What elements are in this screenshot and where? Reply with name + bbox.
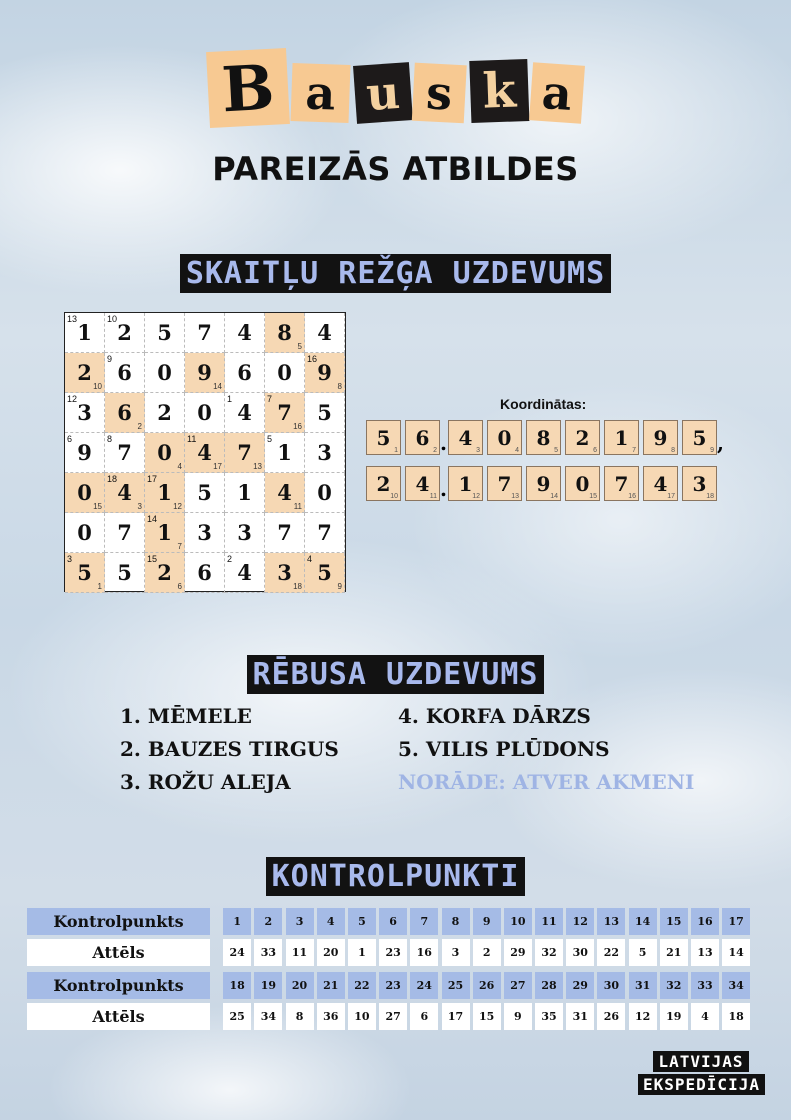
grid-cell (305, 353, 345, 393)
control-image-number: 13 (691, 939, 719, 966)
coordinate-digit (366, 466, 401, 501)
grid-cell-index: 17 (147, 474, 158, 484)
control-image-number: 34 (254, 1003, 282, 1030)
control-points-row (27, 908, 750, 935)
rebus-answer: 1. MĒMELE (120, 704, 252, 728)
grid-cell (225, 473, 265, 513)
control-point-number: 4 (317, 908, 345, 935)
coordinate-digit-value: 4 (415, 471, 430, 496)
coordinate-digit-value: 1 (458, 471, 473, 496)
coordinate-digit-index: 12 (472, 493, 480, 500)
control-image-number: 35 (535, 1003, 563, 1030)
section-heading-control (0, 857, 791, 896)
control-image-number: 10 (348, 1003, 376, 1030)
coordinate-digit-value: 9 (536, 471, 551, 496)
control-points-row (27, 972, 750, 999)
grid-cell-index: 3 (67, 554, 73, 564)
control-point-number: 24 (410, 972, 438, 999)
coordinate-digit (448, 420, 483, 455)
grid-cell (65, 393, 105, 433)
grid-cell (105, 433, 145, 473)
control-image-number: 6 (410, 1003, 438, 1030)
grid-cell-order: 6 (177, 582, 182, 591)
control-point-number: 33 (691, 972, 719, 999)
coordinate-digit-value: 4 (458, 425, 473, 450)
rebus-answer: 3. ROŽU ALEJA (120, 770, 291, 794)
page-subtitle: PAREIZĀS ATBILDES (212, 150, 579, 188)
control-image-number: 2 (473, 939, 501, 966)
coordinate-digit-index: 6 (593, 447, 597, 454)
coordinate-digit-value: 7 (497, 471, 512, 496)
coordinate-digit-index: 9 (710, 447, 714, 454)
title-letter: a (529, 62, 585, 123)
grid-cell-value: 7 (117, 440, 132, 465)
grid-cell (105, 313, 145, 353)
control-image-number: 33 (254, 939, 282, 966)
grid-cell (65, 473, 105, 513)
control-point-label: Kontrolpunkts (27, 908, 210, 935)
grid-cell (225, 353, 265, 393)
grid-cell-order: 1 (97, 582, 102, 591)
grid-cell-value: 7 (117, 520, 132, 545)
grid-cell-value: 2 (117, 320, 132, 345)
coordinate-digit-value: 2 (575, 425, 590, 450)
coordinate-digit (526, 466, 561, 501)
grid-cell-order: 17 (213, 462, 222, 471)
control-point-number: 20 (286, 972, 314, 999)
coordinate-digit-value: 4 (653, 471, 668, 496)
grid-cell-order: 5 (297, 342, 302, 351)
grid-cell (265, 353, 305, 393)
grid-cell-index: 10 (107, 314, 118, 324)
control-point-number: 31 (629, 972, 657, 999)
control-point-number: 27 (504, 972, 532, 999)
grid-cell-value: 2 (157, 400, 172, 425)
grid-cell-value: 0 (317, 480, 332, 505)
control-point-number: 29 (566, 972, 594, 999)
grid-cell (105, 513, 145, 553)
coordinate-digit (565, 420, 600, 455)
control-image-number: 20 (317, 939, 345, 966)
grid-cell (185, 553, 225, 593)
control-point-label: Kontrolpunkts (27, 972, 210, 999)
coordinate-digit-index: 2 (433, 447, 437, 454)
control-point-number: 17 (722, 908, 750, 935)
control-point-number: 26 (473, 972, 501, 999)
rebus-answer: 2. BAUZES TIRGUS (120, 737, 339, 761)
grid-cell-value: 0 (157, 360, 172, 385)
title-logo (0, 50, 791, 126)
coordinate-digit-index: 17 (667, 493, 675, 500)
logo-line: LATVIJAS (653, 1051, 748, 1072)
grid-cell (105, 473, 145, 513)
grid-cell-value: 4 (237, 560, 252, 585)
control-point-number: 34 (722, 972, 750, 999)
control-image-number: 3 (442, 939, 470, 966)
coordinate-digit-value: 0 (575, 471, 590, 496)
title-letter: k (469, 59, 529, 123)
grid-cell-index: 14 (147, 514, 158, 524)
control-point-number: 3 (286, 908, 314, 935)
control-point-number: 22 (348, 972, 376, 999)
grid-cell-value: 9 (77, 440, 92, 465)
coordinate-digit-value: 8 (536, 425, 551, 450)
grid-cell-value: 7 (277, 400, 292, 425)
coordinate-digit (604, 466, 639, 501)
coordinate-digit-index: 1 (394, 447, 398, 454)
control-image-number: 11 (286, 939, 314, 966)
coordinate-digit (405, 420, 440, 455)
control-image-number: 26 (597, 1003, 625, 1030)
control-point-number: 19 (254, 972, 282, 999)
control-image-label: Attēls (27, 939, 210, 966)
title-letter: a (290, 63, 350, 123)
grid-cell-value: 4 (117, 480, 132, 505)
grid-cell (145, 313, 185, 353)
grid-cell-value: 8 (277, 320, 292, 345)
title-letter: s (411, 63, 466, 124)
coordinate-digit-index: 8 (671, 447, 675, 454)
control-image-number: 36 (317, 1003, 345, 1030)
grid-cell-value: 5 (117, 560, 132, 585)
grid-cell-order: 9 (337, 582, 342, 591)
coordinate-digit-value: 3 (692, 471, 707, 496)
control-point-number: 16 (691, 908, 719, 935)
control-images-row (27, 939, 750, 966)
coordinate-digit-index: 14 (550, 493, 558, 500)
control-image-number: 16 (410, 939, 438, 966)
grid-cell (225, 553, 265, 593)
control-point-number: 6 (379, 908, 407, 935)
grid-cell-index: 13 (67, 314, 78, 324)
section-heading-text: SKAITĻU REŽĢA UZDEVUMS (180, 254, 611, 293)
grid-cell-value: 7 (237, 440, 252, 465)
grid-cell (265, 433, 305, 473)
control-point-number: 28 (535, 972, 563, 999)
grid-cell-order: 15 (93, 502, 102, 511)
grid-cell-value: 6 (117, 400, 132, 425)
grid-cell (185, 513, 225, 553)
grid-cell-value: 4 (197, 440, 212, 465)
control-point-number: 30 (597, 972, 625, 999)
coordinates-row-longitude (366, 466, 721, 501)
coordinate-separator: . (440, 477, 447, 501)
coordinate-digit (682, 466, 717, 501)
control-image-number: 15 (473, 1003, 501, 1030)
control-image-number: 8 (286, 1003, 314, 1030)
coordinate-digit (487, 420, 522, 455)
control-image-number: 21 (660, 939, 688, 966)
grid-cell-order: 10 (93, 382, 102, 391)
control-image-number: 24 (223, 939, 251, 966)
logo-line: EKSPEDĪCIJA (638, 1074, 765, 1095)
grid-cell-order: 2 (137, 422, 142, 431)
grid-cell-value: 0 (157, 440, 172, 465)
coordinate-digit (448, 466, 483, 501)
grid-cell-value: 3 (197, 520, 212, 545)
brand-logo (638, 1050, 764, 1096)
grid-cell-value: 1 (277, 440, 292, 465)
grid-cell (145, 433, 185, 473)
grid-cell-index: 15 (147, 554, 158, 564)
coordinate-digit-index: 3 (476, 447, 480, 454)
control-point-number: 23 (379, 972, 407, 999)
grid-cell-value: 5 (317, 560, 332, 585)
coordinate-digit-index: 7 (632, 447, 636, 454)
control-image-number: 12 (629, 1003, 657, 1030)
control-point-number: 12 (566, 908, 594, 935)
control-point-number: 5 (348, 908, 376, 935)
coordinate-digit-index: 16 (628, 493, 636, 500)
coordinate-separator: . (440, 431, 447, 455)
grid-cell (225, 393, 265, 433)
grid-cell (65, 313, 105, 353)
coordinates-row-latitude (366, 420, 725, 455)
control-image-number: 31 (566, 1003, 594, 1030)
grid-cell (105, 553, 145, 593)
grid-cell-order: 7 (177, 542, 182, 551)
grid-cell-value: 3 (317, 440, 332, 465)
grid-cell (185, 473, 225, 513)
control-image-number: 17 (442, 1003, 470, 1030)
grid-cell-value: 7 (277, 520, 292, 545)
grid-cell-order: 8 (337, 382, 342, 391)
grid-cell-index: 4 (307, 554, 313, 564)
grid-cell-value: 3 (77, 400, 92, 425)
grid-cell-order: 16 (293, 422, 302, 431)
coordinates-label: Koordinātas: (500, 396, 587, 412)
control-table (27, 908, 750, 1034)
grid-cell-value: 4 (317, 320, 332, 345)
coordinate-digit (565, 466, 600, 501)
grid-cell (65, 553, 105, 593)
rebus-answer: 4. KORFA DĀRZS (398, 704, 591, 728)
coordinate-digit (643, 420, 678, 455)
control-image-number: 32 (535, 939, 563, 966)
control-image-number: 14 (722, 939, 750, 966)
grid-cell (105, 393, 145, 433)
coordinate-digit-value: 6 (415, 425, 430, 450)
grid-cell (305, 393, 345, 433)
coordinate-digit (405, 466, 440, 501)
grid-cell-value: 6 (197, 560, 212, 585)
grid-cell (65, 433, 105, 473)
grid-cell-index: 5 (267, 434, 273, 444)
grid-cell-value: 3 (237, 520, 252, 545)
grid-cell (145, 513, 185, 553)
coordinate-digit (643, 466, 678, 501)
control-point-number: 1 (223, 908, 251, 935)
grid-cell (305, 513, 345, 553)
title-letter: B (206, 48, 290, 128)
control-image-number: 25 (223, 1003, 251, 1030)
grid-cell-index: 6 (67, 434, 73, 444)
coordinate-digit-value: 5 (376, 425, 391, 450)
grid-cell (305, 553, 345, 593)
grid-cell-value: 1 (237, 480, 252, 505)
grid-cell (265, 313, 305, 353)
grid-cell-index: 9 (107, 354, 113, 364)
grid-cell (145, 393, 185, 433)
grid-cell-value: 5 (157, 320, 172, 345)
coordinate-digit-value: 2 (376, 471, 391, 496)
control-point-number: 9 (473, 908, 501, 935)
grid-cell-value: 5 (317, 400, 332, 425)
grid-cell (265, 473, 305, 513)
grid-cell-index: 2 (227, 554, 233, 564)
coordinate-separator: , (717, 431, 724, 455)
control-point-number: 25 (442, 972, 470, 999)
coordinate-digit-index: 15 (589, 493, 597, 500)
grid-cell (65, 353, 105, 393)
control-point-number: 10 (504, 908, 532, 935)
grid-cell-value: 2 (77, 360, 92, 385)
section-heading-text: KONTROLPUNKTI (266, 857, 526, 896)
control-image-number: 23 (379, 939, 407, 966)
control-image-number: 18 (722, 1003, 750, 1030)
grid-cell (145, 353, 185, 393)
grid-cell-order: 13 (253, 462, 262, 471)
grid-cell (265, 513, 305, 553)
control-point-number: 13 (597, 908, 625, 935)
grid-cell-index: 11 (187, 434, 197, 444)
grid-cell-order: 4 (177, 462, 182, 471)
rebus-hint: NORĀDE: ATVER AKMENI (398, 770, 695, 794)
control-image-number: 9 (504, 1003, 532, 1030)
control-point-number: 15 (660, 908, 688, 935)
grid-cell (265, 553, 305, 593)
grid-cell-value: 9 (317, 360, 332, 385)
coordinate-digit-value: 0 (497, 425, 512, 450)
grid-cell (225, 433, 265, 473)
control-image-number: 1 (348, 939, 376, 966)
coordinate-digit-index: 18 (706, 493, 714, 500)
grid-cell-value: 6 (237, 360, 252, 385)
coordinate-digit (366, 420, 401, 455)
control-image-number: 22 (597, 939, 625, 966)
control-point-number: 11 (535, 908, 563, 935)
coordinate-digit (682, 420, 717, 455)
grid-cell (305, 433, 345, 473)
control-image-number: 29 (504, 939, 532, 966)
grid-cell-value: 5 (197, 480, 212, 505)
control-point-number: 32 (660, 972, 688, 999)
grid-cell-value: 6 (117, 360, 132, 385)
grid-cell-order: 12 (173, 502, 182, 511)
control-point-number: 8 (442, 908, 470, 935)
grid-cell (65, 513, 105, 553)
grid-cell (105, 353, 145, 393)
grid-cell-index: 12 (67, 394, 78, 404)
grid-cell (145, 553, 185, 593)
grid-cell-order: 14 (213, 382, 222, 391)
grid-cell (185, 433, 225, 473)
grid-cell (145, 473, 185, 513)
control-image-number: 19 (660, 1003, 688, 1030)
control-image-number: 30 (566, 939, 594, 966)
grid-cell (185, 313, 225, 353)
control-point-number: 14 (629, 908, 657, 935)
grid-cell-index: 16 (307, 354, 318, 364)
coordinate-digit (604, 420, 639, 455)
coordinate-digit-index: 13 (511, 493, 519, 500)
coordinate-digit-index: 11 (429, 493, 437, 500)
grid-cell-order: 11 (293, 502, 302, 511)
coordinate-digit-index: 5 (554, 447, 558, 454)
coordinate-digit-value: 9 (653, 425, 668, 450)
grid-cell-value: 0 (277, 360, 292, 385)
control-image-number: 27 (379, 1003, 407, 1030)
grid-cell-index: 1 (227, 394, 233, 404)
section-heading-rebus (0, 655, 791, 694)
grid-cell-value: 3 (277, 560, 292, 585)
control-point-number: 7 (410, 908, 438, 935)
coordinate-digit-value: 5 (692, 425, 707, 450)
grid-cell-value: 7 (317, 520, 332, 545)
control-point-number: 21 (317, 972, 345, 999)
grid-cell (225, 513, 265, 553)
grid-cell-value: 1 (157, 480, 172, 505)
coordinate-digit-index: 4 (515, 447, 519, 454)
control-point-number: 2 (254, 908, 282, 935)
grid-cell-value: 4 (277, 480, 292, 505)
grid-cell (305, 313, 345, 353)
grid-cell-value: 0 (77, 520, 92, 545)
grid-cell (265, 393, 305, 433)
title-letter: u (353, 62, 413, 124)
coordinate-digit (487, 466, 522, 501)
rebus-answer: 5. VILIS PLŪDONS (398, 737, 610, 761)
control-images-row (27, 1003, 750, 1030)
section-heading-grid (0, 254, 791, 293)
control-point-number: 18 (223, 972, 251, 999)
grid-cell-value: 0 (197, 400, 212, 425)
grid-cell (185, 393, 225, 433)
coordinate-digit-value: 1 (614, 425, 629, 450)
grid-cell-value: 2 (157, 560, 172, 585)
control-image-label: Attēls (27, 1003, 210, 1030)
number-grid (64, 312, 346, 592)
control-image-number: 5 (629, 939, 657, 966)
grid-cell (185, 353, 225, 393)
grid-cell-value: 7 (197, 320, 212, 345)
grid-cell-value: 1 (77, 320, 92, 345)
grid-cell (305, 473, 345, 513)
control-image-number: 4 (691, 1003, 719, 1030)
coordinate-digit (526, 420, 561, 455)
grid-cell-index: 7 (267, 394, 273, 404)
coordinate-digit-value: 7 (614, 471, 629, 496)
grid-cell-value: 1 (157, 520, 172, 545)
grid-cell-value: 0 (77, 480, 92, 505)
grid-cell-value: 9 (197, 360, 212, 385)
section-heading-text: RĒBUSA UZDEVUMS (247, 655, 545, 694)
coordinate-digit-index: 10 (390, 493, 398, 500)
grid-cell (225, 313, 265, 353)
grid-cell-value: 4 (237, 320, 252, 345)
grid-cell-index: 8 (107, 434, 113, 444)
grid-cell-index: 18 (107, 474, 118, 484)
grid-cell-order: 18 (293, 582, 302, 591)
grid-cell-value: 5 (77, 560, 92, 585)
grid-cell-order: 3 (137, 502, 142, 511)
grid-cell-value: 4 (237, 400, 252, 425)
